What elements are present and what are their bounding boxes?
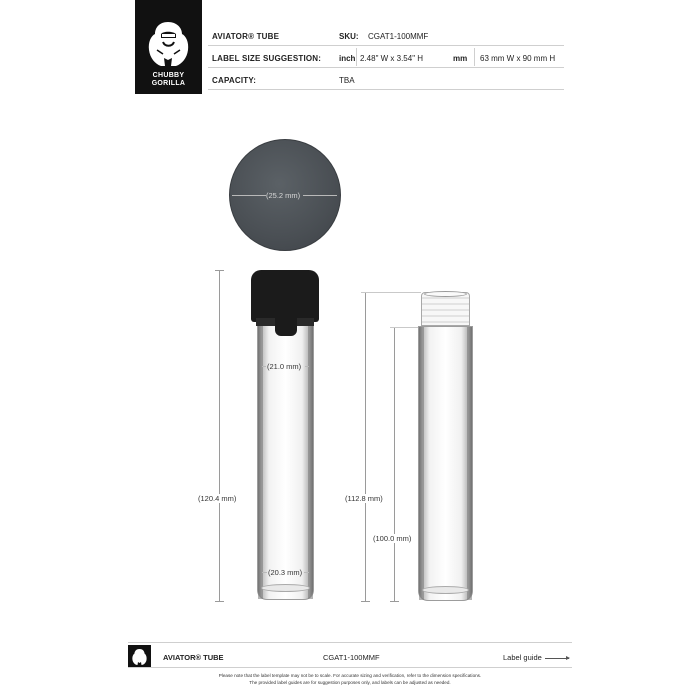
brand-name-line1: CHUBBY (152, 72, 185, 79)
dimension-tick (390, 601, 399, 602)
cap-diameter-label: (25.2 mm) (266, 191, 301, 200)
brand-name-line2: GORILLA (151, 80, 186, 87)
capacity-value: TBA (339, 76, 355, 85)
spec-row-label-size (208, 46, 564, 68)
dimension-tick (215, 601, 224, 602)
body-height-label: (100.0 mm) (373, 534, 412, 543)
spec-table (208, 24, 564, 90)
tube-body-uncapped (418, 326, 473, 601)
total-height-label: (112.8 mm) (345, 494, 383, 503)
cap-diameter-line (303, 195, 337, 196)
dimension-tick (215, 270, 224, 271)
mm-unit: mm (453, 54, 468, 63)
width-dimension-line (305, 366, 309, 367)
cap-tab (275, 318, 297, 336)
body-height-dimension-line (394, 327, 395, 601)
product-name: AVIATOR® TUBE (212, 32, 280, 41)
capacity-label: CAPACITY: (212, 76, 257, 85)
spec-row-capacity (208, 68, 564, 90)
dimension-tick (390, 327, 420, 328)
height-dimension-line (219, 270, 220, 601)
width-dimension-line (262, 366, 266, 367)
arrow-right-icon (545, 658, 569, 659)
gorilla-icon (128, 645, 151, 668)
footer-note-line2: The provided label guides are for suggestion purposes only, and labels can be adjusted as needed. (249, 680, 451, 685)
gorilla-icon (147, 20, 190, 68)
footer-sku: CGAT1-100MMF (323, 653, 380, 662)
total-height-dimension-line (365, 292, 366, 601)
brand-logo (135, 0, 202, 94)
tube-cap (251, 270, 319, 322)
width-bottom-label: (20.3 mm) (268, 568, 303, 577)
tube-neck-threads (421, 292, 470, 326)
sku-value: CGAT1-100MMF (368, 32, 429, 41)
tube-base (422, 586, 469, 594)
tube-base (261, 584, 310, 592)
dimension-tick (361, 292, 421, 293)
footer-note-line1: Please note that the label template may not be to scale. For accurate sizing and verification, refer to the dimension specifications. (218, 673, 482, 678)
footer-logo (128, 645, 151, 668)
inch-value: 2.48" W x 3.54" H (360, 54, 424, 63)
footer-product-name: AVIATOR® TUBE (163, 653, 224, 662)
footer-divider (128, 667, 572, 668)
tube-wall (308, 323, 313, 599)
spec-row-product (208, 24, 564, 46)
tube-neck-rim (424, 291, 467, 297)
dimension-tick (361, 601, 370, 602)
mm-value: 63 mm W x 90 mm H (480, 54, 556, 63)
tube-wall (419, 327, 424, 600)
tube-wall (467, 327, 472, 600)
divider (474, 48, 475, 66)
sku-label: SKU: (339, 32, 359, 41)
width-top-label: (21.0 mm) (267, 362, 302, 371)
label-size-label: LABEL SIZE SUGGESTION: (212, 54, 322, 63)
cap-diameter-line (232, 195, 266, 196)
height-with-cap-label: (120.4 mm) (198, 494, 237, 503)
tube-wall (258, 323, 263, 599)
footer-label-guide: Label guide (503, 653, 542, 662)
divider (356, 48, 357, 66)
footer-divider (128, 642, 572, 643)
width-dimension-line (304, 572, 309, 573)
width-dimension-line (262, 572, 267, 573)
inch-unit: inch (339, 54, 356, 63)
